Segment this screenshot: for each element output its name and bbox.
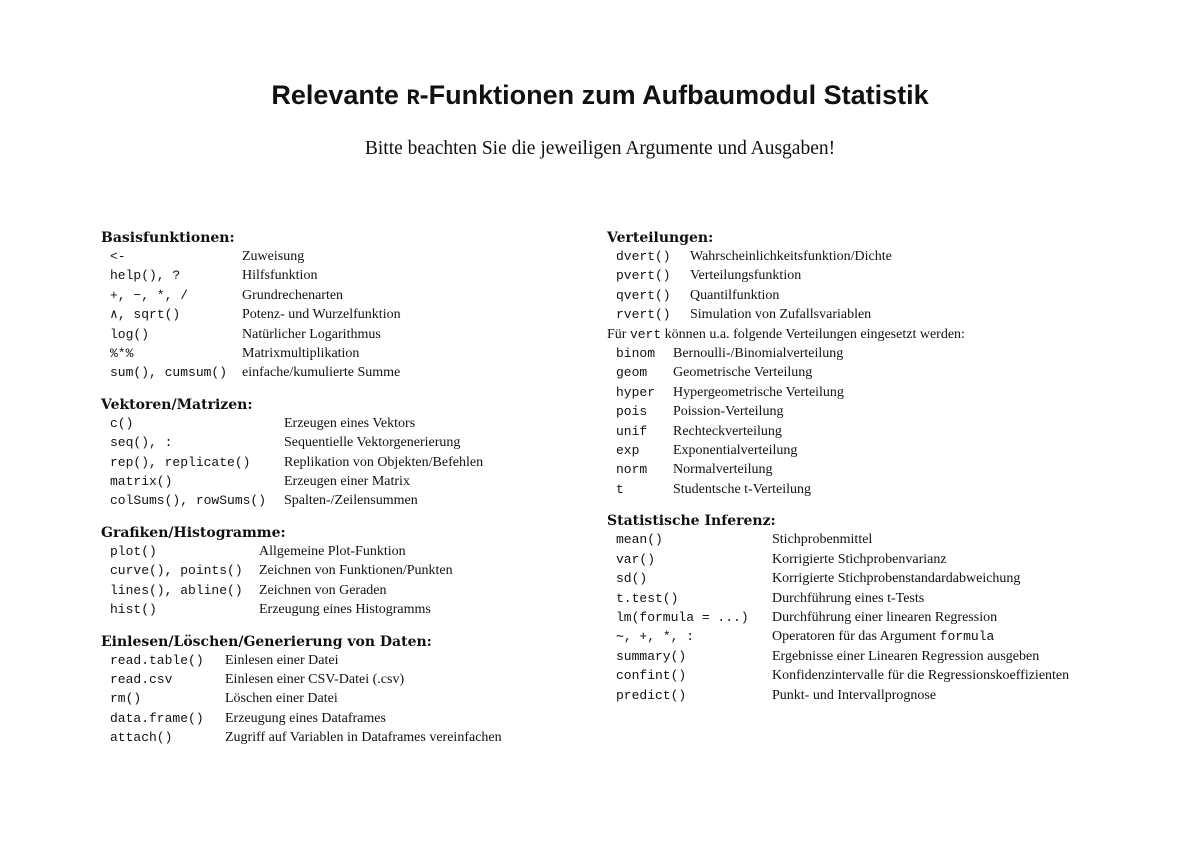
function-name: rep(), replicate() <box>110 454 251 470</box>
function-row <box>101 728 581 747</box>
function-row <box>101 472 581 491</box>
function-name: seq(), : <box>110 435 173 451</box>
function-row <box>607 569 1187 588</box>
function-description: Zuweisung <box>242 249 305 264</box>
function-name: summary() <box>616 648 687 664</box>
distribution-row <box>607 344 1187 363</box>
function-description: Allgemeine Plot-Funktion <box>259 543 406 559</box>
function-description: Wahrscheinlichkeitsfunktion/Dichte <box>690 249 892 264</box>
function-name: mean() <box>616 532 663 548</box>
function-description: Zeichnen von Geraden <box>259 582 387 598</box>
function-description: Konfidenzintervalle für die Regressionskoeffizienten <box>772 668 1070 684</box>
function-name: %*% <box>110 346 134 362</box>
distribution-description: Hypergeometrische Verteilung <box>673 384 844 400</box>
section-grafiken-histogramme <box>101 524 581 620</box>
distribution-name: geom <box>616 365 648 381</box>
function-description: Spalten-/Zeilensummen <box>284 493 418 509</box>
function-row <box>101 670 581 689</box>
page-title <box>0 80 1200 111</box>
distribution-description: Studentsche t-Verteilung <box>673 481 812 497</box>
function-name: help(), ? <box>110 268 181 284</box>
function-row <box>101 709 581 728</box>
function-name: rm() <box>110 691 142 707</box>
function-name: sd() <box>616 571 648 587</box>
distribution-row <box>607 402 1187 421</box>
distribution-row <box>607 480 1187 499</box>
function-name: c() <box>110 415 134 431</box>
function-description: Durchführung eines t-Tests <box>772 590 925 606</box>
distribution-description: Geometrische Verteilung <box>673 365 813 381</box>
function-name: pvert() <box>616 268 671 284</box>
distribution-name: t <box>616 481 624 497</box>
subtitle: Bitte beachten Sie die jeweiligen Argumente und Ausgaben! <box>364 138 836 159</box>
function-description: Sequentielle Vektorgenerierung <box>284 435 461 451</box>
function-name: sum(), cumsum() <box>110 365 228 381</box>
distribution-name: norm <box>616 462 648 478</box>
distribution-row <box>607 383 1187 402</box>
left-column <box>101 229 581 761</box>
function-name: ∼, +, *, : <box>616 629 695 645</box>
section-title: Verteilungen: <box>607 230 714 246</box>
distribution-row <box>607 422 1187 441</box>
distribution-name: exp <box>616 443 640 459</box>
function-name: dvert() <box>616 249 671 264</box>
title-prefix: Relevante <box>271 80 407 110</box>
function-name: read.csv <box>110 671 173 687</box>
section-title: Einlesen/Löschen/Generierung von Daten: <box>101 633 432 650</box>
function-row <box>607 247 1187 266</box>
function-row <box>101 453 581 472</box>
function-description: Zeichnen von Funktionen/Punkten <box>259 563 453 579</box>
function-name: plot() <box>110 543 157 559</box>
function-description <box>772 627 1187 646</box>
function-description: Stichprobenmittel <box>772 532 873 548</box>
function-name: colSums(), rowSums() <box>110 493 267 509</box>
function-row <box>101 542 581 561</box>
function-name: t.test() <box>616 590 679 606</box>
distribution-row <box>607 441 1187 460</box>
function-row <box>607 550 1187 569</box>
function-row <box>607 589 1187 608</box>
function-row <box>607 647 1187 666</box>
function-description: Simulation von Zufallsvariablen <box>690 307 872 323</box>
function-row <box>101 491 581 510</box>
function-name: curve(), points() <box>110 563 243 579</box>
section-title: Statistische Inferenz: <box>607 513 776 530</box>
function-description: Erzeugung eines Histogramms <box>259 602 431 618</box>
distribution-row <box>607 363 1187 382</box>
function-description: Punkt- und Intervallprognose <box>772 687 937 703</box>
note-prefix: Für <box>607 326 630 342</box>
function-name: var() <box>616 551 656 567</box>
distribution-description: Poission-Verteilung <box>673 404 784 420</box>
function-row <box>607 530 1187 549</box>
section-einlesen-loeschen <box>101 633 581 748</box>
function-name: matrix() <box>110 474 173 490</box>
function-description: Erzeugen eines Vektors <box>284 415 416 431</box>
function-row <box>607 666 1187 685</box>
function-row <box>101 581 581 600</box>
function-row <box>101 651 581 670</box>
function-name: lines(), abline() <box>110 582 243 598</box>
note-code: vert <box>629 326 662 342</box>
section-vektoren-matrizen <box>101 396 581 511</box>
function-name: qvert() <box>616 287 671 303</box>
function-row <box>101 344 581 363</box>
function-description: Korrigierte Stichprobenvarianz <box>772 551 947 567</box>
title-suffix: -Funktionen zum Aufbaumodul Statistik <box>419 80 929 110</box>
function-description: Replikation von Objekten/Befehlen <box>284 454 484 470</box>
right-column <box>607 229 1187 718</box>
function-name: data.frame() <box>110 710 204 726</box>
function-row <box>607 305 1187 324</box>
distribution-name: unif <box>616 423 648 439</box>
function-row <box>101 561 581 580</box>
distribution-description: Bernoulli-/Binomialverteilung <box>673 346 844 362</box>
function-row <box>101 689 581 708</box>
function-row <box>607 686 1187 705</box>
function-row <box>101 414 581 433</box>
function-name: rvert() <box>616 307 671 323</box>
function-name: log() <box>110 326 150 342</box>
section-basisfunktionen <box>101 229 581 383</box>
function-description: Durchführung einer linearen Regression <box>772 609 998 625</box>
function-row <box>101 266 581 285</box>
distribution-description: Exponentialverteilung <box>673 443 798 459</box>
function-name: ∧, sqrt() <box>110 307 181 323</box>
description-code: formula <box>939 629 995 645</box>
function-row <box>607 627 1187 646</box>
function-name: <- <box>110 249 126 264</box>
description-prefix: Operatoren für das Argument <box>772 629 940 645</box>
function-description: Zugriff auf Variablen in Dataframes vereinfachen <box>225 730 502 746</box>
function-name: confint() <box>616 668 687 684</box>
function-description: Natürlicher Logarithmus <box>242 326 381 342</box>
section-title: Vektoren/Matrizen: <box>101 396 253 413</box>
function-row <box>101 363 581 382</box>
function-row <box>101 600 581 619</box>
distribution-description: Rechteckverteilung <box>673 423 782 439</box>
function-name: attach() <box>110 730 173 746</box>
distribution-row <box>607 460 1187 479</box>
function-description: Matrixmultiplikation <box>242 346 360 362</box>
function-description: Erzeugung eines Dataframes <box>225 710 386 726</box>
function-description: Löschen einer Datei <box>225 691 338 707</box>
function-description: Erzeugen einer Matrix <box>284 474 410 490</box>
section-verteilungen <box>607 229 1187 499</box>
section-statistische-inferenz <box>607 512 1187 705</box>
function-name: hist() <box>110 602 157 618</box>
function-name: read.table() <box>110 652 204 668</box>
function-name: predict() <box>616 687 687 703</box>
function-row <box>101 305 581 324</box>
function-description: Hilfsfunktion <box>242 268 318 284</box>
function-row <box>101 325 581 344</box>
function-description: Quantilfunktion <box>690 287 780 303</box>
distribution-description: Normalverteilung <box>673 462 773 478</box>
function-description: Einlesen einer CSV-Datei (.csv) <box>225 671 405 687</box>
distribution-note <box>607 325 1187 344</box>
function-name: lm(formula = ...) <box>616 609 749 625</box>
function-row <box>607 286 1187 305</box>
function-description: Potenz- und Wurzelfunktion <box>242 307 401 323</box>
distribution-name: pois <box>616 404 648 420</box>
function-description: Verteilungsfunktion <box>690 268 802 284</box>
function-description: Korrigierte Stichprobenstandardabweichung <box>772 571 1021 587</box>
distribution-name: hyper <box>616 384 656 400</box>
function-description: Ergebnisse einer Linearen Regression ausgeben <box>772 648 1040 664</box>
function-description: einfache/kumulierte Summe <box>242 365 401 381</box>
function-row <box>101 247 581 266</box>
function-row <box>607 608 1187 627</box>
title-r-letter: R <box>406 86 420 111</box>
function-row <box>101 286 581 305</box>
function-name: +, −, *, / <box>110 287 189 303</box>
function-description: Grundrechenarten <box>242 287 344 303</box>
function-row <box>101 433 581 452</box>
section-title: Grafiken/Histogramme: <box>101 524 286 541</box>
distribution-name: binom <box>616 346 656 362</box>
function-row <box>607 266 1187 285</box>
note-suffix: können u.a. folgende Verteilungen eingesetzt werden: <box>661 326 965 342</box>
section-title: Basisfunktionen: <box>101 230 235 246</box>
function-description: Einlesen einer Datei <box>225 652 339 668</box>
